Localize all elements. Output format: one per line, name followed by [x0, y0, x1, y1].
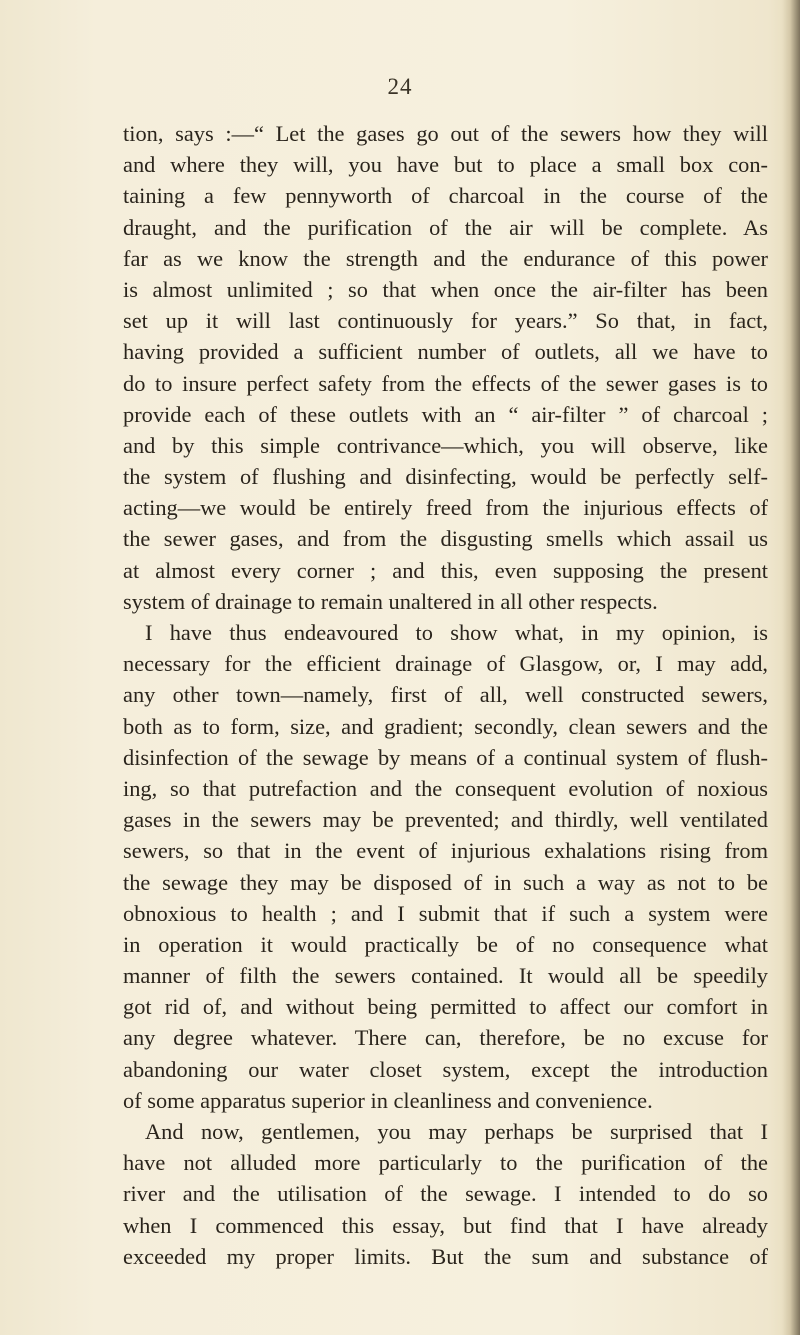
text-line: and where they will, you have but to place a small box con-: [123, 152, 768, 178]
text-line: tion, says :—“ Let the gases go out of the sewers how they will: [123, 121, 768, 146]
page-edge-shadow: [782, 0, 800, 1335]
text-line: disinfection of the sewage by means of a continual system of flush-: [123, 744, 768, 770]
text-line: do to insure perfect safety from the effects of the sewer gases is to: [123, 370, 768, 396]
text-line: manner of filth the sewers contained. It would all be speedily: [123, 963, 768, 989]
text-line: provide each of these outlets with an “ air-filter ” of charcoal ;: [123, 401, 768, 427]
text-line: any degree whatever. There can, therefore, be no excuse for: [123, 1025, 768, 1051]
text-line: at almost every corner ; and this, even supposing the present: [123, 557, 768, 583]
text-line: ing, so that putrefaction and the consequent evolution of noxious: [123, 775, 768, 801]
text-line: I have thus endeavoured to show what, in my opinion, is: [145, 620, 768, 645]
text-line: necessary for the efficient drainage of Glasgow, or, I may add,: [123, 651, 768, 677]
text-line: the sewage they may be disposed of in such a way as not to be: [123, 869, 768, 895]
text-line: when I commenced this essay, but find that I have already: [123, 1212, 768, 1238]
text-line: the system of flushing and disinfecting, would be perfectly self-: [123, 464, 768, 490]
text-line: both as to form, size, and gradient; secondly, clean sewers and the: [123, 713, 768, 739]
text-line: is almost unlimited ; so that when once the air-filter has been: [123, 276, 768, 302]
text-line: sewers, so that in the event of injurious exhalations rising from: [123, 838, 768, 864]
text-line: abandoning our water closet system, except the introduction: [123, 1056, 768, 1082]
body-text: [123, 118, 768, 1272]
text-line: acting—we would be entirely freed from the injurious effects of: [123, 495, 768, 521]
text-line: set up it will last continuously for years.” So that, in fact,: [123, 308, 768, 334]
text-line: got rid of, and without being permitted to affect our comfort in: [123, 994, 768, 1020]
text-line: gases in the sewers may be prevented; and thirdly, well ventilated: [123, 807, 768, 833]
text-line: obnoxious to health ; and I submit that if such a system were: [123, 900, 768, 926]
text-line: and by this simple contrivance—which, you will observe, like: [123, 432, 768, 458]
text-line: draught, and the purification of the air will be complete. As: [123, 214, 768, 240]
text-line: have not alluded more particularly to the purification of the: [123, 1150, 768, 1176]
text-line: the sewer gases, and from the disgusting smells which assail us: [123, 526, 768, 552]
text-line: And now, gentlemen, you may perhaps be surprised that I: [145, 1119, 768, 1144]
text-line: taining a few pennyworth of charcoal in the course of the: [123, 183, 768, 209]
text-line: having provided a sufficient number of outlets, all we have to: [123, 339, 768, 365]
text-line: in operation it would practically be of no consequence what: [123, 931, 768, 957]
text-line: any other town—namely, first of all, well constructed sewers,: [123, 682, 768, 708]
text-line: river and the utilisation of the sewage. I intended to do so: [123, 1181, 768, 1207]
text-line: system of drainage to remain unaltered in all other respects.: [123, 588, 658, 614]
page-number: 24: [387, 74, 413, 99]
text-line: of some apparatus superior in cleanliness and convenience.: [123, 1087, 653, 1113]
text-line: exceeded my proper limits. But the sum and substance of: [123, 1243, 768, 1269]
text-line: far as we know the strength and the endurance of this power: [123, 245, 768, 271]
